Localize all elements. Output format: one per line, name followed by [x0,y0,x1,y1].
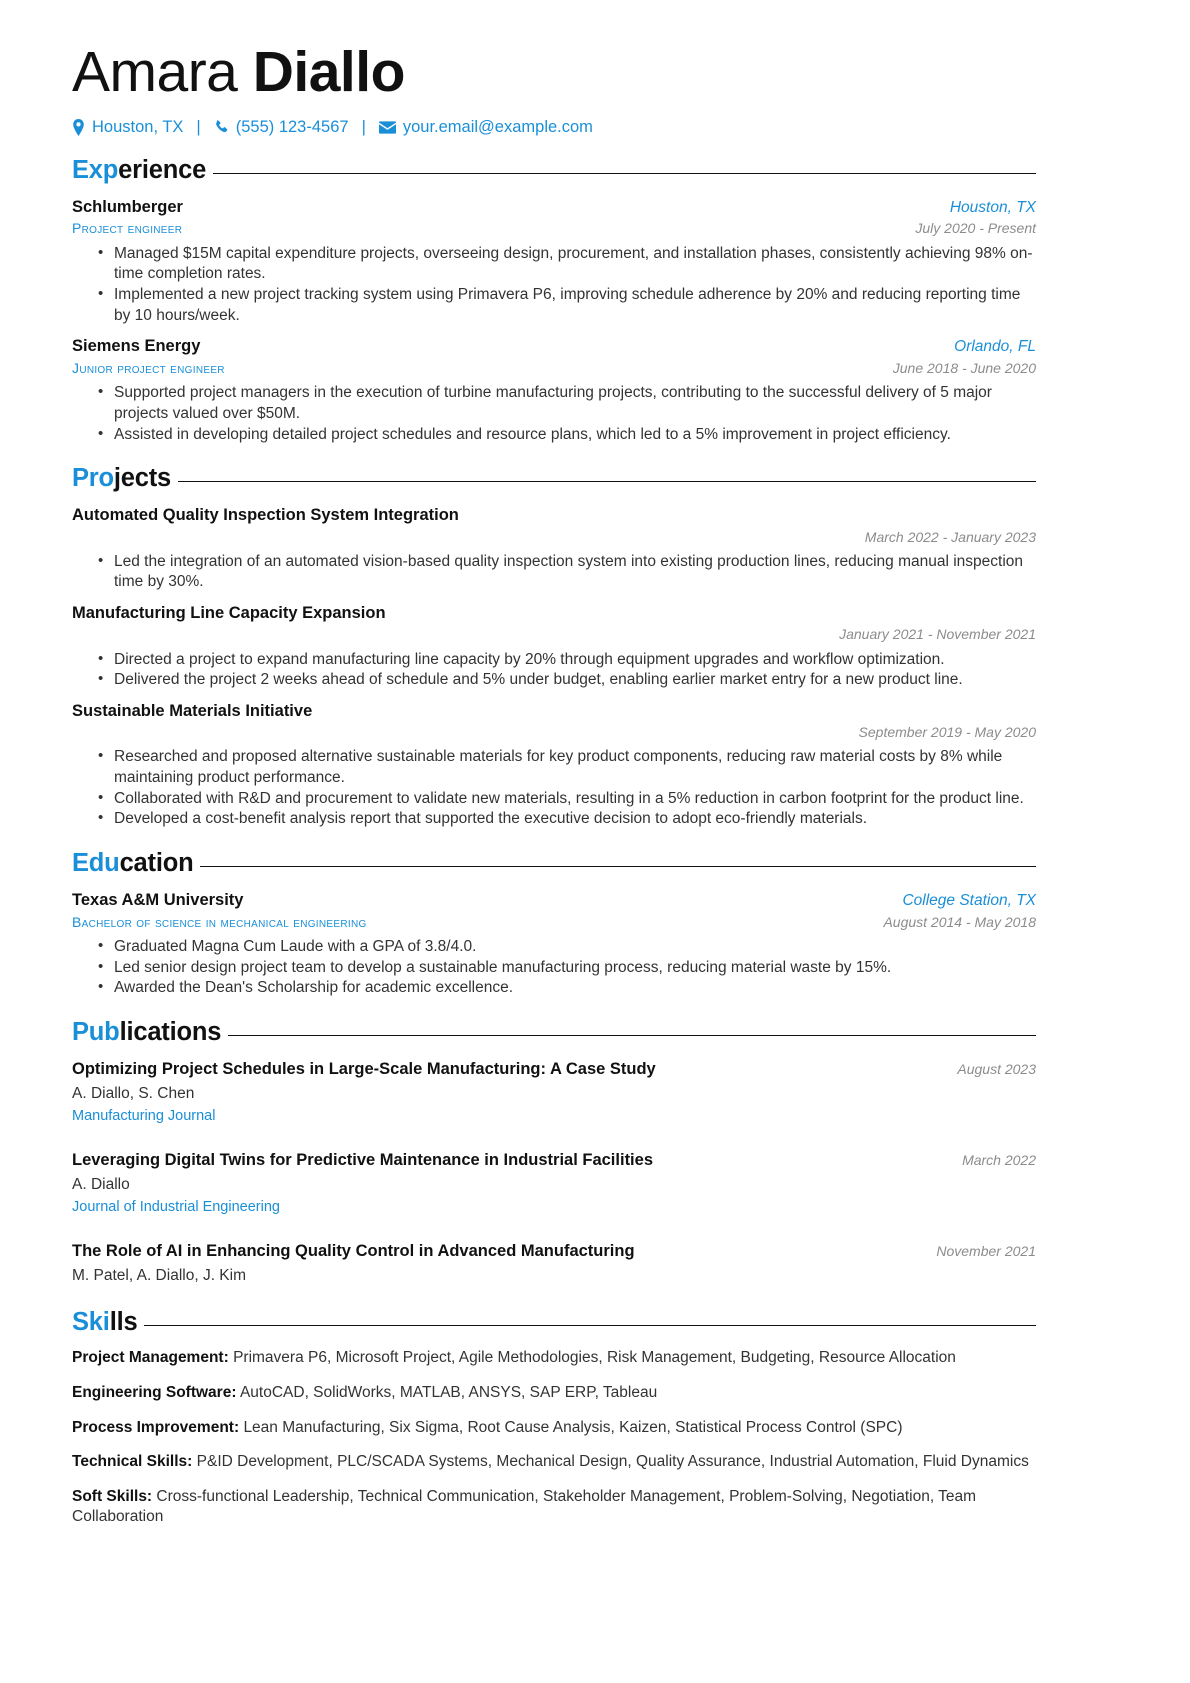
entry-left [72,504,459,526]
entry-left [72,602,386,624]
entry-left [72,335,200,357]
bullet-item: • Graduated Magna Cum Laude with a GPA of 3.8/4.0. [98,937,1036,958]
entry-left [72,358,225,378]
skill-group [72,1418,1036,1439]
publication-journal: Journal of Industrial Engineering [72,1199,280,1216]
entry-sub-row [72,912,1036,932]
entry-location: Houston, TX [949,198,1036,216]
skills-list [72,1348,1036,1528]
section-skills [72,1308,1036,1528]
contact-phone[interactable] [214,118,349,137]
section-title-highlight: Pub [72,1017,120,1046]
skill-items: AutoCAD, SolidWorks, MATLAB, ANSYS, SAP ERP, Tableau [239,1384,658,1401]
publication-title: The Role of AI in Enhancing Quality Control in Advanced Manufacturing [72,1242,635,1261]
publication-title: Optimizing Project Schedules in Large-Scale Manufacturing: A Case Study [72,1059,656,1078]
section-header [72,1308,1036,1337]
bullet-item: • Directed a project to expand manufacturing line capacity by 20% through equipment upgrades and workflow optimization. [98,650,1036,671]
entry-right [899,218,1036,238]
entry-top-row [72,504,1036,526]
section-header [72,849,1036,878]
last-name: Diallo [252,40,405,104]
publication-authors: M. Patel, A. Diallo, J. Kim [72,1267,246,1285]
organization-name: Automated Quality Inspection System Integration [72,506,459,525]
section-header [72,156,1036,185]
skill-items: Lean Manufacturing, Six Sigma, Root Cause Analysis, Kaizen, Statistical Process Control (SPC) [243,1418,903,1436]
skill-items: P&ID Development, PLC/SCADA Systems, Mechanical Design, Quality Assurance, Industrial Automation, Fluid Dynamics [196,1453,1029,1471]
publication-top-row [72,1149,1036,1219]
contact-email-text: your.email@example.com [402,117,593,136]
publication-entry [72,1240,1036,1287]
section-header [72,1018,1036,1047]
contact-email[interactable] [379,118,593,137]
section-header [72,464,1036,493]
entry-left [72,1149,653,1219]
organization-name: Sustainable Materials Initiative [72,701,313,720]
section-title [72,1308,144,1337]
section-title-highlight: Ski [72,1308,110,1337]
skill-category: Process Improvement: [72,1418,240,1436]
resume-entry [72,335,1036,445]
entry-location: College Station, TX [902,891,1036,909]
entry-dates: September 2019 - May 2020 [858,724,1036,741]
entry-top-row [72,700,1036,722]
entry-role: Bachelor of science in mechanical engineering [72,913,367,930]
section-title-highlight: Exp [72,155,119,184]
section-title-rest: lications [119,1017,222,1046]
entry-dates: January 2021 - November 2021 [839,626,1036,643]
skill-category: Engineering Software: [72,1384,237,1401]
organization-name: Siemens Energy [72,337,201,356]
contact-bar [72,118,1036,137]
bullet-item: • Implemented a new project tracking system using Primavera P6, improving schedule adherence by 20% and reducing reporting time by 10 hours/week. [98,285,1036,326]
section-title-highlight: Pro [72,464,114,493]
bullet-item: • Delivered the project 2 weeks ahead of schedule and 5% under budget, enabling earlier market entry for a new product line. [98,670,1036,691]
resume-sections [72,156,1036,999]
section-rule [213,173,1036,174]
entry-left [72,912,367,932]
section-publications [72,1018,1036,1288]
bullet-item: • Awarded the Dean's Scholarship for academic excellence. [98,978,1036,999]
page-title [72,42,1036,104]
bullet-list [72,552,1036,593]
resume-entry [72,889,1036,999]
contact-separator-1: | [196,117,201,136]
section-title-rest: erience [118,155,207,184]
contact-phone-text: (555) 123-4567 [235,117,349,136]
publication-title: Leveraging Digital Twins for Predictive Maintenance in Industrial Facilities [72,1150,653,1169]
entry-sub-row [72,218,1036,238]
section-rule [228,1035,1036,1036]
contact-separator-2: | [361,117,366,136]
entry-sub-row [72,527,1036,547]
entry-top-row [72,889,1036,912]
section-title-highlight: Edu [72,848,120,877]
section-education [72,849,1036,999]
entry-role: Project engineer [72,220,183,237]
publication-authors: A. Diallo, S. Chen [72,1084,195,1102]
envelope-icon [379,121,396,134]
entry-left [72,1058,656,1128]
section-title [72,156,213,185]
entry-top-row [72,602,1036,624]
section-title [72,849,200,878]
entry-sub-row [72,624,1036,644]
entry-right [938,337,1036,358]
section-title-rest: lls [109,1308,138,1337]
phone-icon [214,119,229,135]
bullet-item: • Supported project managers in the execution of turbine manufacturing projects, contributing to the successful delivery of 5 major projects valued over $50M. [98,383,1036,424]
entry-left [72,196,183,218]
section-title [72,464,178,493]
bullet-list [72,244,1036,326]
skill-group [72,1487,1036,1528]
entry-right [823,624,1036,644]
bullet-item: • Collaborated with R&D and procurement to validate new materials, resulting in a 5% reduction in carbon footprint for the product line. [98,789,1036,810]
skill-category: Project Management: [72,1349,229,1367]
entry-top-row [72,196,1036,219]
entry-sub-row [72,722,1036,742]
section-rule [178,481,1036,482]
skill-items: Primavera P6, Microsoft Project, Agile Methodologies, Risk Management, Budgeting, Resource Allocation [233,1349,956,1367]
skill-group [72,1383,1036,1404]
organization-name: Schlumberger [72,197,183,216]
entry-sub-row [72,358,1036,378]
bullet-list [72,383,1036,445]
contact-location [72,118,183,137]
resume-entry [72,602,1036,691]
resume-entry [72,196,1036,327]
bullet-list [72,650,1036,691]
publication-date: August 2023 [957,1060,1036,1077]
skill-category: Technical Skills: [72,1453,193,1471]
entry-right [877,358,1036,378]
publication-top-row [72,1058,1036,1128]
entry-left [72,218,182,238]
location-pin-icon [72,119,85,136]
bullet-item: • Led the integration of an automated vision-based quality inspection system into existing production lines, reducing manual inspection time by 30%. [98,552,1036,593]
bullet-item: • Researched and proposed alternative sustainable materials for key product components, reducing raw material costs by 8% while maintaining product performance. [98,747,1036,788]
organization-name: Texas A&M University [72,890,244,909]
section-projects [72,464,1036,830]
publication-date: November 2021 [936,1243,1036,1260]
contact-location-text: Houston, TX [92,117,184,136]
publication-authors: A. Diallo [72,1176,130,1194]
entry-dates: July 2020 - Present [915,220,1036,237]
bullet-list [72,937,1036,999]
entry-left [72,1240,635,1287]
publication-date: March 2022 [962,1151,1036,1168]
skill-items: Cross-functional Leadership, Technical Communication, Stakeholder Management, Problem-Solving, Negotiation, Team Collaboration [72,1487,977,1526]
entry-location: Orlando, FL [954,338,1036,356]
first-name: Amara [72,40,238,104]
section-title-rest: jects [113,464,172,493]
entry-right [843,722,1036,742]
entry-right [867,912,1036,932]
entry-left [72,889,243,911]
entry-right [849,527,1036,547]
entry-role: Junior project engineer [72,360,225,377]
publication-entry [72,1058,1036,1128]
bullet-item: • Led senior design project team to develop a sustainable manufacturing process, reducing material waste by 15%. [98,958,1036,979]
skill-group [72,1348,1036,1369]
section-rule [200,866,1036,867]
entry-right [886,891,1036,912]
entry-left [72,700,312,722]
publication-journal: Manufacturing Journal [72,1108,216,1125]
publication-top-row [72,1240,1036,1287]
bullet-item: • Assisted in developing detailed project schedules and resource plans, which led to a 5% improvement in project efficiency. [98,425,1036,446]
entry-right [934,198,1036,219]
publications-list [72,1058,1036,1288]
bullet-item: • Managed $15M capital expenditure projects, overseeing design, procurement, and installation phases, consistently achieving 98% on-time completion rates. [98,244,1036,285]
entry-dates: March 2022 - January 2023 [864,528,1036,545]
section-title-rest: cation [119,848,194,877]
entry-dates: August 2014 - May 2018 [883,913,1036,930]
entry-top-row [72,335,1036,358]
resume-entry [72,700,1036,830]
entry-dates: June 2018 - June 2020 [892,360,1036,377]
skill-group [72,1452,1036,1473]
publication-entry [72,1149,1036,1219]
section-title [72,1018,228,1047]
resume-entry [72,504,1036,593]
organization-name: Manufacturing Line Capacity Expansion [72,604,386,623]
bullet-item: • Developed a cost-benefit analysis report that supported the executive decision to adopt eco-friendly materials. [98,809,1036,830]
bullet-list [72,747,1036,829]
section-experience [72,156,1036,446]
section-rule [144,1325,1036,1326]
skill-category: Soft Skills: [72,1487,153,1505]
